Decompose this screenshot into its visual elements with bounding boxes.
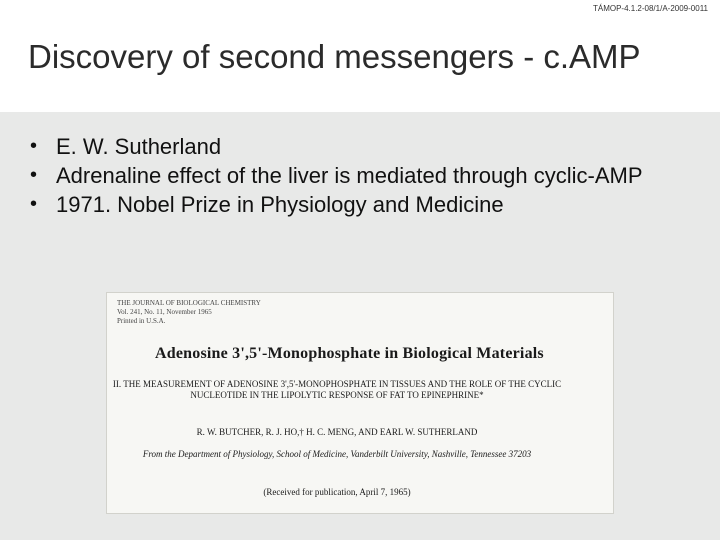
paper-excerpt-image — [106, 292, 614, 514]
paper-title: Adenosine 3',5'-Monophosphate in Biological Materials — [155, 345, 544, 362]
bullet-item — [30, 161, 710, 190]
journal-header — [117, 299, 261, 326]
slide-header — [0, 0, 720, 112]
bullet-icon: • — [30, 164, 38, 186]
bullet-text: Adrenaline effect of the liver is mediated through cyclic-AMP — [56, 163, 643, 188]
paper-received-date: (Received for publication, April 7, 1965) — [263, 487, 411, 497]
bullet-icon: • — [30, 193, 38, 215]
bullet-text: E. W. Sutherland — [56, 134, 222, 159]
journal-line: Printed in U.S.A. — [117, 317, 166, 325]
bullet-item — [30, 132, 710, 161]
bullet-text: 1971. Nobel Prize in Physiology and Medicine — [56, 192, 504, 217]
journal-line: THE JOURNAL OF BIOLOGICAL CHEMISTRY — [117, 299, 261, 307]
journal-line: Vol. 241, No. 11, November 1965 — [117, 308, 212, 316]
paper-subtitle: II. THE MEASUREMENT OF ADENOSINE 3',5'-MONOPHOSPHATE IN TISSUES AND THE ROLE OF THE CYCLIC NUCLEOTIDE IN THE LIPOLYTIC RESPONSE OF FAT TO EPINEPHRINE* — [112, 379, 562, 400]
slide-title: Discovery of second messengers - c.AMP — [28, 38, 641, 75]
paper-authors: R. W. BUTCHER, R. J. HO,† H. C. MENG, AND EARL W. SUTHERLAND — [196, 427, 478, 437]
bullet-item — [30, 190, 710, 219]
bullet-list — [30, 132, 710, 219]
bullet-icon: • — [30, 135, 38, 157]
project-code: TÁMOP-4.1.2-08/1/A-2009-0011 — [592, 4, 708, 13]
paper-affiliation: From the Department of Physiology, School of Medicine, Vanderbilt University, Nashville, Tennessee 37203 — [142, 449, 532, 459]
